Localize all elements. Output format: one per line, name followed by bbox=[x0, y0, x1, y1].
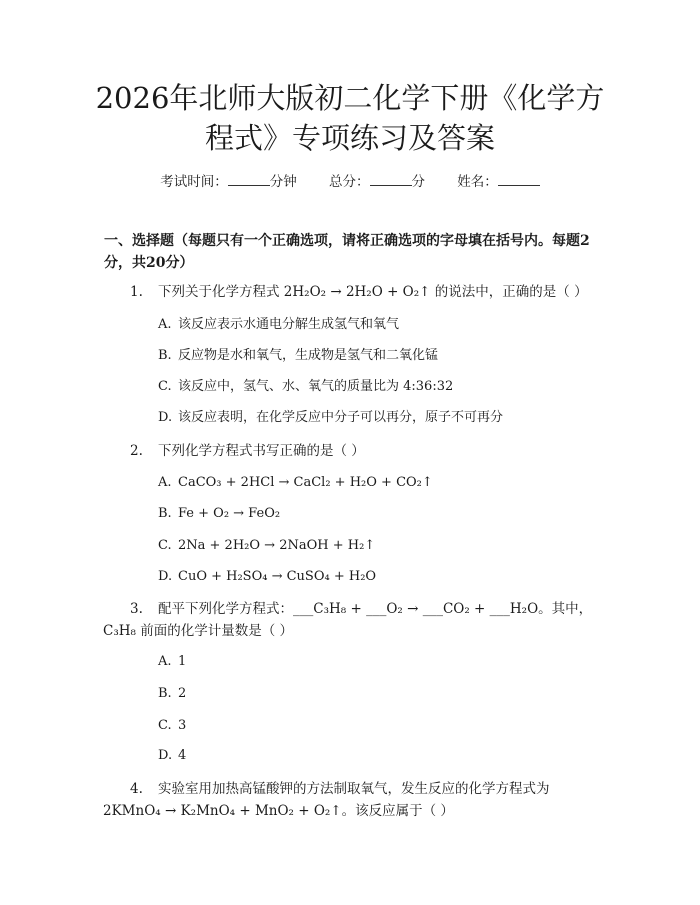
question-2-stem bbox=[130, 440, 365, 462]
option-text: 2Na + 2H₂O → 2NaOH + H₂↑ bbox=[178, 538, 376, 553]
question-3-option-d[interactable] bbox=[158, 746, 186, 766]
question-number: 1. bbox=[130, 284, 143, 300]
option-letter: A. bbox=[158, 475, 172, 490]
total-score-label: 总分： bbox=[329, 174, 370, 190]
option-letter: C. bbox=[158, 379, 172, 394]
question-1-option-a[interactable] bbox=[158, 315, 399, 335]
option-letter: A. bbox=[158, 317, 172, 332]
option-text: 该反应表明，在化学反应中分子可以再分，原子不可再分 bbox=[178, 410, 504, 425]
option-text: 4 bbox=[178, 748, 187, 763]
exam-info-bar bbox=[0, 170, 700, 190]
question-2-option-c[interactable] bbox=[158, 536, 375, 556]
question-4-stem bbox=[130, 778, 550, 800]
option-text: Fe + O₂ → FeO₂ bbox=[178, 506, 281, 521]
option-letter: B. bbox=[158, 348, 172, 363]
option-text: CuO + H₂SO₄ → CuSO₄ + H₂O bbox=[178, 569, 377, 584]
option-letter: D. bbox=[158, 410, 173, 425]
exam-time-unit: 分钟 bbox=[269, 174, 297, 190]
question-number: 3. bbox=[130, 601, 143, 617]
student-name-field bbox=[457, 170, 540, 190]
question-number: 4. bbox=[130, 781, 143, 797]
option-letter: B. bbox=[158, 686, 172, 701]
total-score-field bbox=[329, 170, 425, 190]
option-text: 该反应表示水通电分解生成氢气和氧气 bbox=[178, 317, 400, 332]
question-text: 的说法中，正确的是（ ） bbox=[430, 284, 588, 300]
option-letter: D. bbox=[158, 748, 173, 763]
question-1-option-d[interactable] bbox=[158, 408, 503, 428]
option-letter: D. bbox=[158, 569, 173, 584]
question-3-option-b[interactable] bbox=[158, 684, 186, 704]
option-text: CaCO₃ + 2HCl → CaCl₂ + H₂O + CO₂↑ bbox=[178, 475, 433, 490]
question-4-stem-continued: 2KMnO₄ → K₂MnO₄ + MnO₂ + O₂↑。该反应属于（ ） bbox=[103, 803, 454, 819]
option-letter: C. bbox=[158, 538, 172, 553]
question-1-option-c[interactable] bbox=[158, 377, 453, 397]
question-2-option-a[interactable] bbox=[158, 473, 433, 493]
document-title: 2026年北师大版初二化学下册《化学方程式》专项练习及答案 bbox=[95, 81, 605, 155]
question-text: 配平下列化学方程式：___C₃H₈ + ___O₂ → ___CO₂ + ___H₂O。其中， bbox=[158, 601, 593, 617]
option-text: 1 bbox=[178, 654, 187, 669]
option-letter: C. bbox=[158, 718, 172, 733]
exam-time-field bbox=[160, 170, 297, 190]
section-header: 一、选择题（每题只有一个正确选项，请将正确选项的字母填在括号内。每题2分，共20分） bbox=[104, 233, 590, 271]
option-text: 该反应中，氢气、水、氧气的质量比为 4:36:32 bbox=[178, 379, 454, 394]
question-2-option-d[interactable] bbox=[158, 567, 376, 587]
question-3-stem-continued: C₃H₈ 前面的化学计量数是（ ） bbox=[103, 623, 294, 639]
student-name-blank[interactable] bbox=[498, 171, 540, 186]
option-text: 3 bbox=[178, 718, 187, 733]
total-score-blank[interactable] bbox=[370, 171, 412, 186]
question-number: 2. bbox=[130, 443, 143, 459]
student-name-label: 姓名： bbox=[457, 174, 498, 190]
question-equation: 2H₂O₂ → 2H₂O + O₂↑ bbox=[283, 284, 431, 300]
option-letter: A. bbox=[158, 654, 172, 669]
question-text: 实验室用加热高锰酸钾的方法制取氧气，发生反应的化学方程式为 bbox=[158, 781, 550, 797]
question-text: 下列化学方程式书写正确的是（ ） bbox=[158, 443, 365, 459]
question-3-option-a[interactable] bbox=[158, 652, 186, 672]
exam-time-blank[interactable] bbox=[228, 171, 270, 186]
option-text: 2 bbox=[178, 686, 187, 701]
option-letter: B. bbox=[158, 506, 172, 521]
question-3-stem bbox=[130, 598, 592, 620]
option-text: 反应物是水和氧气，生成物是氢气和二氧化锰 bbox=[178, 348, 439, 363]
question-1-option-b[interactable] bbox=[158, 346, 438, 366]
exam-time-label: 考试时间： bbox=[160, 174, 228, 190]
question-3-option-c[interactable] bbox=[158, 716, 186, 736]
total-score-unit: 分 bbox=[411, 174, 425, 190]
question-text: 下列关于化学方程式 bbox=[158, 284, 284, 300]
question-1-stem bbox=[130, 281, 588, 303]
question-2-option-b[interactable] bbox=[158, 504, 280, 524]
